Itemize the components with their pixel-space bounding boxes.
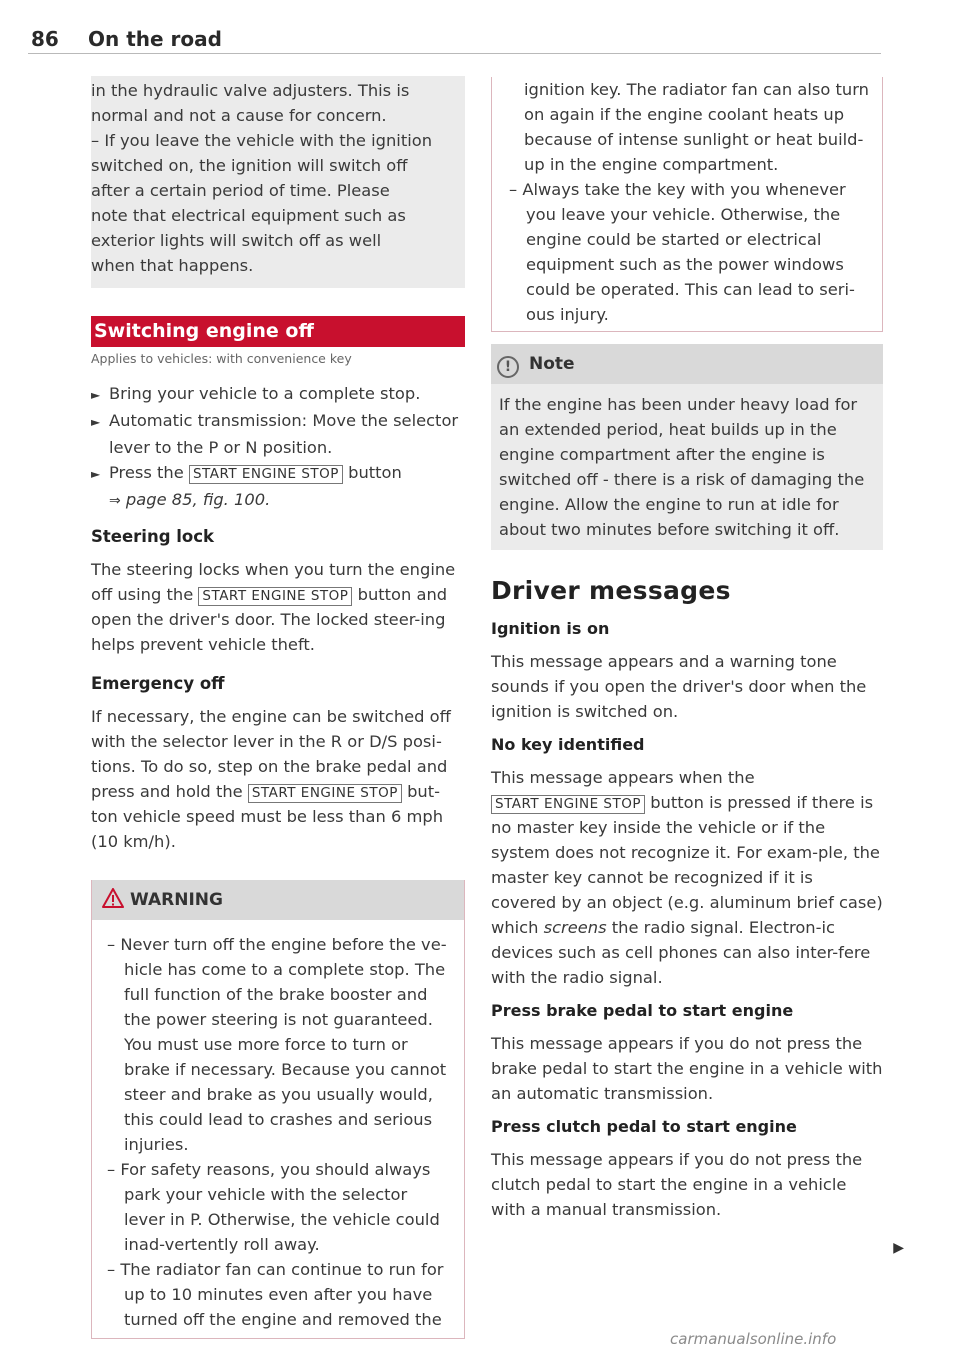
step-text: lever to the P or N position. <box>109 438 333 457</box>
no-key-heading: No key identified <box>491 735 645 754</box>
warning-item: – For safety reasons, you should always park your vehicle with the selector lever in P. Otherwise, the vehicle could inad-vertently roll away. <box>107 1160 440 1254</box>
start-engine-stop-key: START ENGINE STOP <box>248 784 402 803</box>
bullet-triangle-icon: ► <box>91 388 101 402</box>
right-column <box>491 78 883 1232</box>
no-key-text: This message appears when the START ENGINE STOP button is pressed if there is no master key inside the vehicle or if the system does not recognize it. For exam-ple, the master key cannot be recognized if it is covered by an object (e.g. aluminum brief case) which screens the radio signal. Electron-ic devices such as cell phones can also inter-fere with the radio signal. <box>491 768 883 987</box>
bullet-triangle-icon: ► <box>91 467 101 481</box>
box-line: after a certain period of time. Please <box>91 181 390 200</box>
ignition-on-text: This message appears and a warning tone sounds if you open the driver's door when the ignition is switched on. <box>491 652 867 721</box>
next-page-arrow-icon[interactable]: ▶ <box>893 1240 904 1256</box>
page-reference[interactable]: page 85, fig. 100. <box>125 490 271 509</box>
step-text: Automatic transmission: Move the selector <box>109 411 459 430</box>
ignition-on-heading: Ignition is on <box>491 619 610 638</box>
step-ref <box>91 487 465 514</box>
warning-box <box>91 880 465 1339</box>
box-line: – If you leave the vehicle with the ignition <box>91 131 433 150</box>
warning-item: ignition key. The radiator fan can also turn on again if the engine coolant heats up because of intense sunlight or heat build-up in the engine compartment. <box>524 80 869 174</box>
note-box <box>491 344 883 550</box>
clutch-pedal-heading: Press clutch pedal to start engine <box>491 1117 797 1136</box>
page-number: 86 <box>31 27 59 51</box>
note-text: If the engine has been under heavy load for an extended period, heat builds up in the engine compartment after the engine is switched off - there is a risk of damaging the engine. Allow the engine to run at idle for about two minutes before switching it off. <box>499 395 865 539</box>
note-header <box>491 344 883 384</box>
warning-title: WARNING <box>130 890 223 910</box>
steering-lock-heading: Steering lock <box>91 527 214 546</box>
warning-item: – The radiator fan can continue to run for up to 10 minutes even after you have turned off the engine and removed the <box>107 1260 444 1329</box>
warning-header <box>92 880 464 920</box>
emergency-off-heading: Emergency off <box>91 674 225 693</box>
applies-note: Applies to vehicles: with convenience key <box>91 351 352 366</box>
box-line: when that happens. <box>91 256 254 275</box>
step-text: Bring your vehicle to a complete stop. <box>109 384 421 403</box>
page-header <box>28 24 881 54</box>
warning-item: – Never turn off the engine before the ve-hicle has come to a complete stop. The full function of the brake booster and the power steering is not guaranteed. You must use more force to turn or brake if necessary. Because you cannot steer and brake as you usually would, this could lead to crashes and serious injuries. <box>107 935 447 1154</box>
brake-pedal-text: This message appears if you do not press the brake pedal to start the engine in a vehicle with an automatic transmission. <box>491 1034 883 1103</box>
note-title: Note <box>529 354 575 374</box>
box-line: exterior lights will switch off as well <box>91 231 382 250</box>
start-engine-stop-key: START ENGINE STOP <box>491 795 645 814</box>
continued-box <box>91 76 465 288</box>
warning-continued <box>491 77 883 332</box>
driver-messages-heading: Driver messages <box>491 576 731 605</box>
switching-engine-off-heading: Switching engine off <box>91 316 465 347</box>
reference-arrow-icon: ⇒ <box>109 493 121 509</box>
warning-body <box>92 920 464 1338</box>
start-engine-stop-key: START ENGINE STOP <box>198 587 352 606</box>
note-circle-icon: ! <box>497 356 519 378</box>
step-item <box>91 460 465 487</box>
step-text: button <box>348 463 402 482</box>
step-item <box>91 381 465 408</box>
left-column <box>91 76 465 1339</box>
warning-item: – Always take the key with you whenever you leave your vehicle. Otherwise, the engine could be started or electrical equipment such as the power windows could be operated. This can lead to seri-ous injury. <box>509 180 855 324</box>
start-engine-stop-key: START ENGINE STOP <box>189 465 343 484</box>
step-text: Press the <box>109 463 184 482</box>
watermark: carmanualsonline.info <box>670 1330 837 1348</box>
clutch-pedal-text: This message appears if you do not press the clutch pedal to start the engine in a vehicle with a manual transmission. <box>491 1150 863 1219</box>
box-line: note that electrical equipment such as <box>91 206 406 225</box>
box-line: in the hydraulic valve adjusters. This is <box>91 81 410 100</box>
steering-lock-text: The steering locks when you turn the engine off using the START ENGINE STOP button and open the driver's door. The locked steer-ing helps prevent vehicle theft. <box>91 560 456 654</box>
step-item <box>91 408 465 435</box>
box-line: normal and not a cause for concern. <box>91 106 387 125</box>
box-line: switched on, the ignition will switch off <box>91 156 408 175</box>
step-item-cont <box>91 435 465 460</box>
emergency-off-text: If necessary, the engine can be switched off with the selector lever in the R or D/S posi-tions. To do so, step on the brake pedal and press and hold the START ENGINE STOP but-ton vehicle speed must be less than 6 mph (10 km/h). <box>91 707 451 851</box>
brake-pedal-heading: Press brake pedal to start engine <box>491 1001 794 1020</box>
section-title: On the road <box>88 27 222 51</box>
warning-triangle-icon <box>102 888 124 908</box>
bullet-triangle-icon: ► <box>91 415 101 429</box>
